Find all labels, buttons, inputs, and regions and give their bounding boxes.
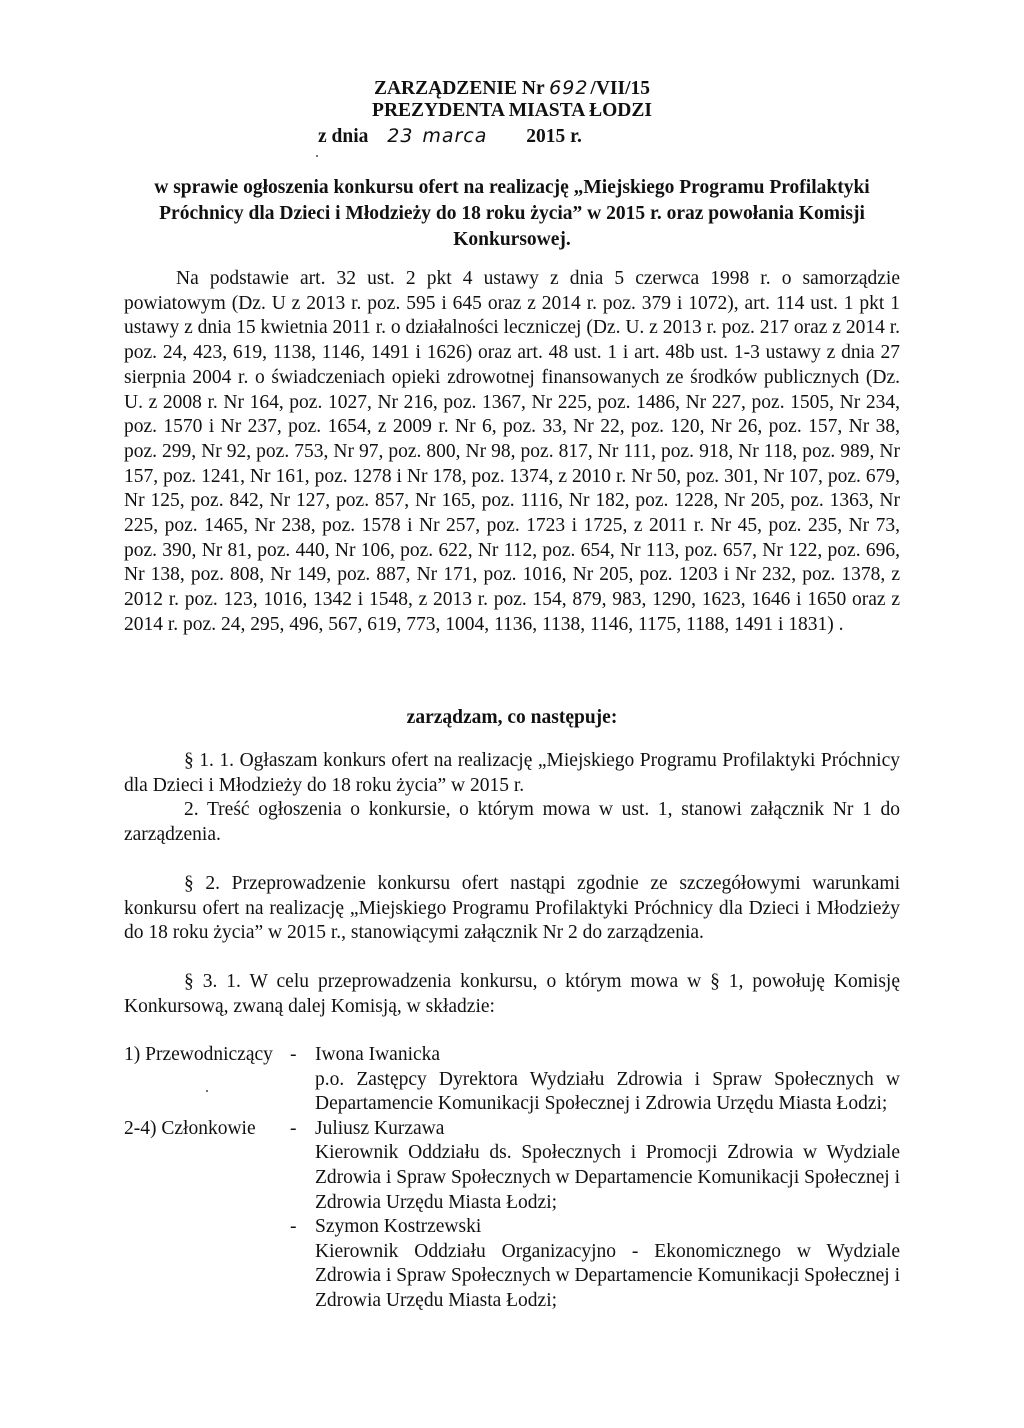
handwritten-day: 23 <box>387 125 414 147</box>
member-2-name: Szymon Kostrzewski <box>315 1216 482 1238</box>
issuer-line: PREZYDENTA MIASTA ŁODZI <box>372 100 652 121</box>
section-1-para-2: 2. Treść ogłoszenia o konkursie, o którym mowa w ust. 1, stanowi załącznik Nr 1 do zarządzenia. <box>124 799 900 846</box>
decree-heading: zarządzam, co następuje: <box>406 707 618 728</box>
decree-number-suffix: /VII/15 <box>590 78 651 99</box>
decree-number-prefix: ZARZĄDZENIE Nr <box>373 78 545 99</box>
date-prefix: z dnia <box>318 126 369 147</box>
chair-role: 1) Przewodniczący <box>124 1044 273 1065</box>
member-1-description: Kierownik Oddziału ds. Społecznych i Promocji Zdrowia w Wydziale Zdrowia i Spraw Społecznych w Departamencie Komunikacji Społecznej i Zdrowia Urzędu Miasta Łodzi; <box>315 1142 900 1213</box>
members-role: 2-4) Członkowie <box>124 1117 256 1139</box>
member-2-description: Kierownik Oddziału Organizacyjno - Ekonomicznego w Wydziale Zdrowia i Spraw Społecznych w Departamencie Komunikacji Społecznej i Zdrowia Urzędu Miasta Łodzi; <box>315 1240 900 1311</box>
handwritten-decree-number: 692 <box>549 77 589 99</box>
legal-basis-preamble <box>124 267 900 638</box>
section-1 <box>124 749 900 848</box>
section-2-para-1: § 2. Przeprowadzenie konkursu ofert nastąpi zgodnie ze szczegółowymi warunkami konkursu ofert na realizację „Miejskiego Programu Profilaktyki Próchnicy dla Dzieci i Młodzieży do 18 roku życia” w 2015 r., stanowiącymi załącznik Nr 2 do zarządzenia. <box>124 873 900 944</box>
member-1-name: Juliusz Kurzawa <box>315 1117 445 1139</box>
commission-member-2 <box>124 1215 900 1240</box>
chair-description: p.o. Zastępcy Dyrektora Wydziału Zdrowia i Spraw Społecznych w Departamencie Komunikacji Społecznej i Zdrowia Urzędu Miasta Łodzi; <box>315 1068 900 1115</box>
member-2-dash: - <box>290 1216 297 1238</box>
document-title: w sprawie ogłoszenia konkursu ofert na realizację „Miejskiego Programu Profilaktyki Próchnicy dla Dzieci i Młodzieży do 18 roku życia” w 2015 r. oraz powołania Komisji Konkursowej. <box>154 177 870 250</box>
section-2 <box>124 872 900 946</box>
member-1-dash: - <box>290 1117 297 1139</box>
decree-number-line <box>0 76 1024 101</box>
chair-dash: - <box>290 1044 297 1065</box>
handwritten-month: marca <box>422 125 488 147</box>
section-3 <box>124 970 900 1019</box>
preamble-text: Na podstawie art. 32 ust. 2 pkt 4 ustawy z dnia 5 czerwca 1998 r. o samorządzie powiatowym (Dz. U z 2013 r. poz. 595 i 645 oraz z 2014 r. poz. 379 i 1072), art. 114 ust. 1 pkt 1 ustawy z dnia 15 kwietnia 2011 r. o działalności leczniczej (Dz. U. z 2013 r. poz. 217 oraz z 2014 r. poz. 24, 423, 619, 1138, 1146, 1491 i 1626) oraz art. 48 ust. 1 i art. 48b ust. 1-3 ustawy z dnia 27 sierpnia 2004 r. o świadczeniach opieki zdrowotnej finansowanych ze środków publicznych (Dz. U. z 2008 r. Nr 164, poz. 1027, Nr 216, poz. 1367, Nr 225, poz. 1486, Nr 227, poz. 1505, Nr 234, poz. 1570 i Nr 237, poz. 1654, z 2009 r. Nr 6, poz. 33, Nr 22, poz. 120, Nr 26, poz. 157, Nr 38, poz. 299, Nr 92, poz. 753, Nr 97, poz. 800, Nr 98, poz. 817, Nr 111, poz. 918, Nr 118, poz. 989, Nr 157, poz. 1241, Nr 161, poz. 1278 i Nr 178, poz. 1374, z 2010 r. Nr 50, poz. 301, Nr 107, poz. 679, Nr 125, poz. 842, Nr 127, poz. 857, Nr 165, poz. 1116, Nr 182, poz. 1228, Nr 205, poz. 1363, Nr 225, poz. 1465, Nr 238, poz. 1578 i Nr 257, poz. 1723 i 1725, z 2011 r. Nr 45, poz. 235, Nr 73, poz. 390, Nr 81, poz. 440, Nr 106, poz. 622, Nr 112, poz. 654, Nr 113, poz. 657, Nr 122, poz. 696, Nr 138, poz. 808, Nr 149, poz. 887, Nr 171, poz. 1016, Nr 205, poz. 1203 i Nr 232, poz. 1378, z 2012 r. poz. 123, 1016, 1342 i 1548, z 2013 r. poz. 154, 879, 983, 1290, 1623, 1646 i 1650 oraz z 2014 r. poz. 24, 295, 496, 567, 619, 773, 1004, 1136, 1138, 1146, 1175, 1188, 1491 i 1831) . <box>124 268 900 635</box>
scan-speck <box>316 155 318 157</box>
chair-name: Iwona Iwanicka <box>315 1044 441 1065</box>
section-1-para-1: § 1. 1. Ogłaszam konkurs ofert na realizację „Miejskiego Programu Profilaktyki Próchnicy dla Dzieci i Młodzieży do 18 roku życia” w 2015 r. <box>124 750 900 796</box>
section-3-para-1: § 3. 1. W celu przeprowadzenia konkursu, o którym mowa w § 1, powołuję Komisję Konkursową, zwaną dalej Komisją, w składzie: <box>124 971 900 1017</box>
commission-list <box>124 1043 900 1314</box>
commission-member-1 <box>124 1117 900 1142</box>
scan-speck <box>206 1090 208 1092</box>
date-line <box>318 124 718 149</box>
date-year: 2015 r. <box>526 126 582 147</box>
commission-chair <box>124 1043 900 1068</box>
